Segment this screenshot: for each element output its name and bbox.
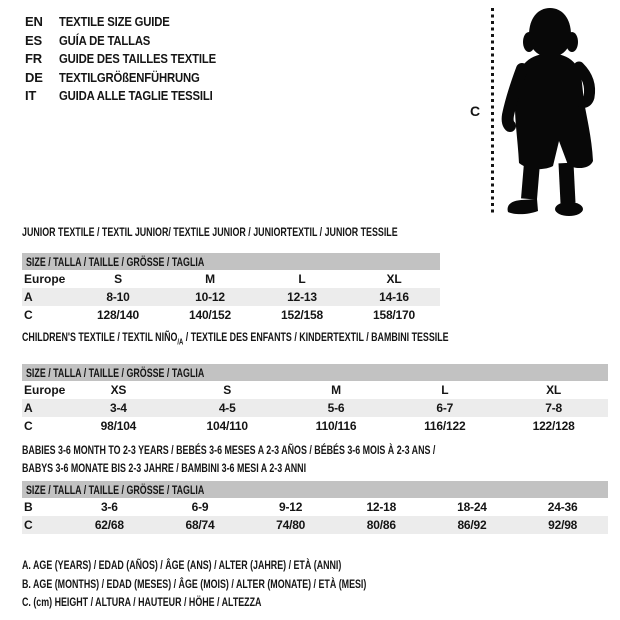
row-label-cell: C [24,308,33,322]
table-title: BABIES 3-6 MONTH TO 2-3 YEARS / BEBÉS 3-6 MESES A 2-3 AÑOS / BÉBÉS 3-6 MOIS À 2-3 ANS / BABYS 3-6 MONATE BIS 2-3 JAHRE / BAMBINI 3-6 MESI A 2-3 ANNI [22,443,436,475]
language-label: TEXTILGRÖßENFÜHRUNG [59,69,200,85]
value-cell: L [298,272,306,286]
value-cell: 92/98 [517,516,608,534]
size-header-row [22,481,608,498]
value-cell: 12-18 [366,500,397,514]
value-cell: 110/116 [315,419,357,434]
row-label-cell: A [22,399,64,417]
babies-size-table [22,481,608,534]
value-cell: 128/140 [97,308,139,322]
row-label-cell: C [22,516,64,534]
value-cell: S [114,272,122,286]
value-cell: 62/68 [64,516,155,534]
table-row [22,399,608,417]
table-row [22,516,608,534]
babies-table-section [22,441,608,534]
language-label: TEXTILE SIZE GUIDE [59,14,170,29]
value-cell: 122/128 [532,419,575,434]
row-label-cell: Europe [24,272,66,286]
table-row [22,381,608,399]
value-cell: 158/170 [373,308,415,322]
language-row-de [25,69,239,88]
footnote-b: B. AGE (MONTHS) / EDAD (MESES) / ÂGE (MOIS) / ALTER (MONATE) / ETÀ (MESI) [22,576,367,591]
language-code: IT [25,88,37,103]
language-code: DE [25,69,43,85]
size-header-row [22,364,608,381]
title-subscript: /A [177,337,184,347]
value-cell: 3-6 [100,500,118,514]
language-label: GUIDE DES TAILLES TEXTILE [59,51,216,66]
footnote-a: A. AGE (YEARS) / EDAD (AÑOS) / ÂGE (ANS) / ALTER (JAHRE) / ETÀ (ANNI) [22,558,342,572]
table-title: CHILDREN'S TEXTILE / TEXTIL $NIÑO_{/A}$ / TEXTILE DES ENFANTS / KINDERTEXTIL / BAMBINI TESSILE [22,330,449,347]
children-table-section [22,330,608,435]
value-cell: 4-5 [173,399,282,417]
value-cell: M [205,272,215,286]
value-cell: 18-24 [457,500,487,514]
language-row-es [25,32,239,51]
value-cell: XL [546,383,562,398]
footnote-c: C. (cm) HEIGHT / ALTURA / HAUTEUR / HÖHE / ALTEZZA [22,595,262,609]
value-cell: 140/152 [189,308,231,322]
toddler-silhouette-icon [500,5,618,219]
row-label-cell: Europe [24,383,66,398]
table-title: JUNIOR TEXTILE / TEXTIL JUNIOR/ TEXTILE JUNIOR / JUNIORTEXTIL / JUNIOR TESSILE [22,225,398,239]
language-row-it [25,87,239,106]
language-label: GUIDA ALLE TAGLIE TESSILI [59,88,213,103]
value-cell: XL [386,272,402,286]
value-cell: 8-10 [72,288,164,306]
value-cell: 98/104 [100,419,137,434]
footnotes [22,556,487,612]
table-row [22,270,440,288]
language-code: EN [25,14,43,29]
table-row [22,498,608,516]
value-cell: 7-8 [499,399,608,417]
value-cell: S [223,383,232,398]
size-header-row [22,253,440,270]
value-cell: 80/86 [336,516,427,534]
value-cell: 12-13 [256,288,348,306]
language-code: FR [25,51,42,66]
junior-table-section [22,225,440,324]
language-row-fr [25,50,239,69]
row-label-cell: C [24,419,33,434]
value-cell: 86/92 [427,516,518,534]
language-label: GUÍA DE TALLAS [59,32,151,48]
size-header-label: SIZE / TALLA / TAILLE / GRÖSSE / TAGLIA [26,482,205,497]
measure-label-c: C [470,103,481,119]
value-cell: 6-7 [390,399,499,417]
junior-size-table [22,253,440,324]
value-cell: 14-16 [348,288,440,306]
language-code: ES [25,32,42,48]
table-row [22,417,608,435]
height-measure-dotted-line [491,8,494,215]
table-row [22,288,440,306]
value-cell: 74/80 [245,516,336,534]
value-cell: 24-36 [547,500,578,514]
language-list [25,13,239,106]
value-cell: 10-12 [164,288,256,306]
value-cell: XS [110,383,127,398]
height-measure-figure [470,0,620,224]
value-cell: 68/74 [155,516,246,534]
size-header-label: SIZE / TALLA / TAILLE / GRÖSSE / TAGLIA [26,365,205,380]
value-cell: 9-12 [279,500,303,514]
table-row [22,306,440,324]
value-cell: 5-6 [282,399,391,417]
row-label-cell: B [24,500,33,514]
value-cell: 3-4 [64,399,173,417]
value-cell: M [331,383,341,398]
value-cell: 6-9 [191,500,209,514]
size-header-label: SIZE / TALLA / TAILLE / GRÖSSE / TAGLIA [26,254,205,269]
children-size-table [22,364,608,435]
value-cell: L [441,383,449,398]
value-cell: 116/122 [424,419,466,434]
value-cell: 152/158 [281,308,323,322]
row-label-cell: A [22,288,72,306]
language-row-en [25,13,239,32]
value-cell: 104/110 [206,419,248,434]
